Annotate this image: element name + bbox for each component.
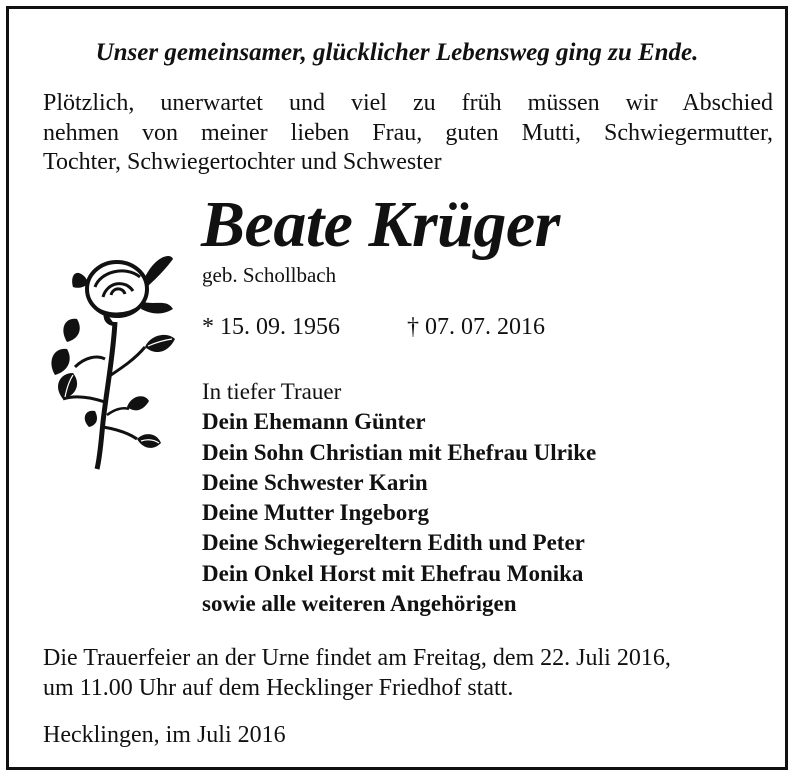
mourner-line: Deine Schwiegereltern Edith und Peter: [202, 530, 585, 556]
deceased-name: Beate Krüger: [201, 188, 560, 261]
mourner-line: sowie alle weiteren Angehörigen: [202, 591, 517, 617]
mourner-line: Dein Sohn Christian mit Ehefrau Ulrike: [202, 439, 597, 465]
funeral-info: [43, 643, 783, 703]
mourner-line: Dein Ehemann Günter: [202, 409, 426, 435]
rose-icon: [45, 247, 180, 472]
intro-line-3: Tochter, Schwiegertochter und Schwester: [43, 149, 442, 175]
intro-line-2: nehmen von meiner lieben Frau, guten Mutti, Schwiegermutter,: [43, 119, 773, 146]
life-dates: [202, 314, 545, 341]
intro-line-1: Plötzlich, unerwartet und viel zu früh müssen wir Abschied: [43, 90, 773, 116]
intro-text: [43, 89, 773, 178]
mourners-block: [202, 377, 596, 619]
maiden-name: geb. Schollbach: [202, 263, 337, 287]
place-date: Hecklingen, im Juli 2016: [43, 722, 286, 748]
mourners-intro: In tiefer Trauer: [202, 379, 342, 404]
mourner-line: Dein Onkel Horst mit Ehefrau Monika: [202, 560, 584, 586]
birth-date: * 15. 09. 1956: [202, 314, 340, 340]
obituary-frame: [6, 6, 788, 770]
funeral-line-2: um 11.00 Uhr auf dem Hecklinger Friedhof statt.: [43, 675, 514, 701]
funeral-line-1: Die Trauerfeier an der Urne findet am Freitag, dem 22. Juli 2016,: [43, 645, 671, 671]
headline: Unser gemeinsamer, glücklicher Lebensweg ging zu Ende.: [95, 39, 699, 66]
death-date: † 07. 07. 2016: [407, 314, 545, 340]
mourner-line: Deine Schwester Karin: [202, 469, 428, 495]
mourner-line: Deine Mutter Ingeborg: [202, 500, 429, 526]
